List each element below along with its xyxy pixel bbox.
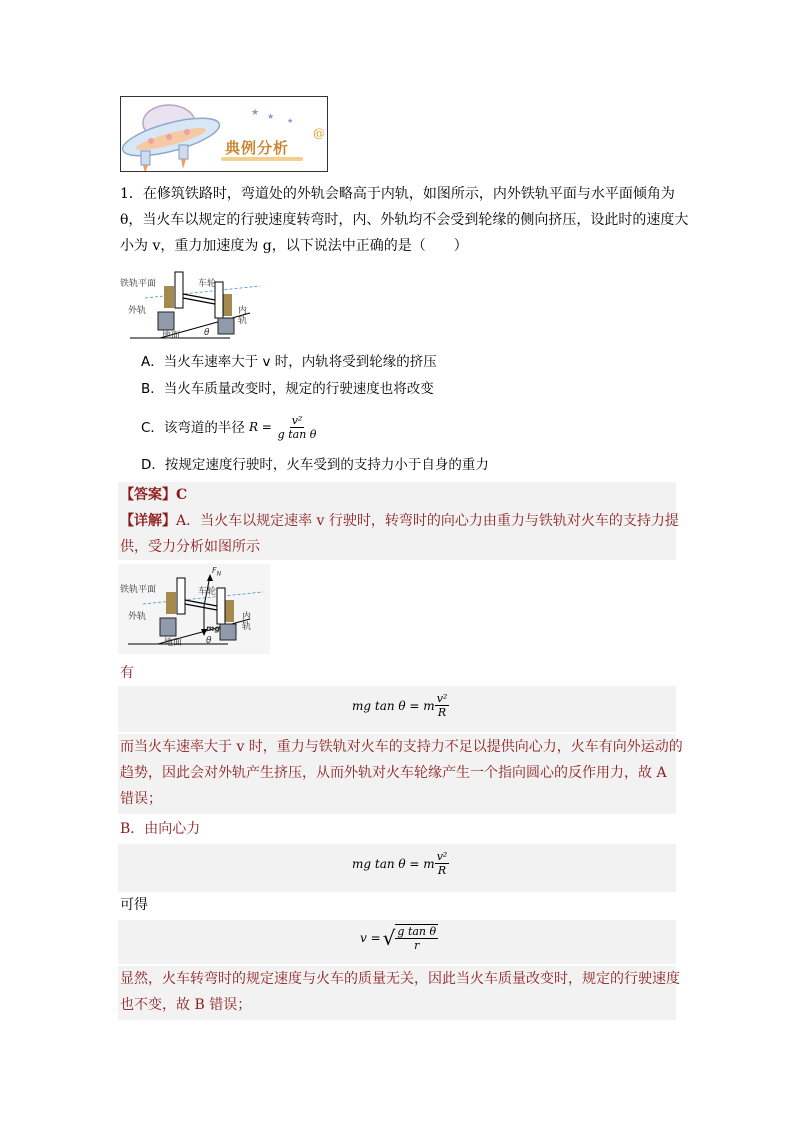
answer-label-text: 【答案】 <box>120 487 176 503</box>
section-banner <box>120 96 328 172</box>
fig2-label-rail-plane: 铁轨平面 <box>120 585 157 595</box>
question-line-2: θ，当火车以规定的行驶速度转弯时，内、外轨均不会受到轮缘的侧向挤压，设此时的速度大 <box>120 212 689 228</box>
option-d: D．按规定速度行驶时，火车受到的支持力小于自身的重力 <box>141 457 489 473</box>
option-b: B．当火车质量改变时，规定的行驶速度也将改变 <box>141 381 434 397</box>
formula-3 <box>360 924 438 952</box>
option-c-text: C．该弯道的半径 <box>141 419 245 436</box>
option-c-den: g tan θ <box>277 428 317 441</box>
option-c <box>141 414 318 441</box>
svg-text:★: ★ <box>267 112 275 121</box>
force-figure <box>118 564 270 654</box>
formula-2-fraction <box>435 850 450 877</box>
formula-2-den: R <box>437 864 447 877</box>
answer-label <box>120 482 187 508</box>
detail-label: 【详解】 <box>120 513 176 529</box>
rail-figure <box>120 268 270 340</box>
sqrt-icon: √ <box>382 926 396 950</box>
option-c-lhs: R = <box>248 420 272 434</box>
para-3-line-2: 也不变，故 B 错误； <box>120 997 252 1013</box>
label-theta: θ <box>204 328 210 338</box>
you-text: 有 <box>120 665 134 681</box>
fig2-label-fn: $F_N$ <box>212 566 222 578</box>
question-line-3: 小为 v，重力加速度为 g，以下说法中正确的是（ ） <box>120 238 468 254</box>
answer-value: C <box>176 487 188 503</box>
ufo-illustration-icon <box>121 97 328 172</box>
svg-text:★: ★ <box>251 108 260 118</box>
option-a: A．当火车速率大于 v 时，内轨将受到轮缘的挤压 <box>141 354 437 370</box>
label-outer-rail: 外轨 <box>128 306 147 316</box>
svg-text:@: @ <box>313 126 325 140</box>
b-head: B．由向心力 <box>120 821 201 837</box>
formula-2-lhs: mg tan θ = m <box>352 856 435 871</box>
para-2-line-2: 趋势，因此会对外轨产生挤压，从而外轨对火车轮缘产生一个指向圆心的反作用力，故 A <box>120 765 667 781</box>
para-2-line-3: 错误； <box>120 791 162 807</box>
formula-2-num: v² <box>436 850 448 863</box>
label-ground: 地面 <box>162 331 181 341</box>
fig2-label-outer: 外轨 <box>128 612 147 622</box>
fig2-label-ground: 地面 <box>164 638 183 648</box>
question-line-1: 1．在修筑铁路时，弯道处的外轨会略高于内轨，如图所示，内外铁轨平面与水平面倾角为 <box>120 186 675 202</box>
formula-3-num: g tan θ <box>397 925 437 938</box>
option-c-num: v² <box>291 414 303 427</box>
fig2-label-mg: mg <box>206 624 221 633</box>
banner-title: 典例分析 <box>225 139 290 157</box>
label-wheel: 车轮 <box>198 279 217 289</box>
formula-1 <box>352 692 449 719</box>
fig2-label-inner: 内轨 <box>242 612 252 632</box>
answer-row <box>118 482 676 508</box>
detail-line-1 <box>120 508 679 534</box>
formula-2 <box>352 850 449 877</box>
option-c-formula <box>249 414 318 441</box>
detail-line-2: 供，受力分析如图所示 <box>120 539 260 555</box>
formula-1-den: R <box>437 706 447 719</box>
option-c-fraction <box>276 414 319 441</box>
formula-3-fraction <box>395 924 438 952</box>
para-3-line-1: 显然，火车转弯时的规定速度与火车的质量无关，因此当火车质量改变时，规定的行驶速度 <box>120 971 680 987</box>
formula-3-den: r <box>414 939 420 952</box>
formula-3-lhs: v = <box>360 931 381 945</box>
kede-text: 可得 <box>120 897 148 913</box>
label-rail-plane: 铁轨平面 <box>120 279 157 289</box>
detail-text-1: A．当火车以规定速率 v 行驶时，转弯时的向心力由重力与铁轨对火车的支持力提 <box>176 513 679 529</box>
formula-1-lhs: mg tan θ = m <box>352 698 435 713</box>
formula-1-num: v² <box>436 692 448 705</box>
formula-1-fraction <box>435 692 450 719</box>
svg-text:★: ★ <box>287 117 294 125</box>
fig2-label-wheel: 车轮 <box>198 587 217 597</box>
label-inner-rail: 内轨 <box>238 306 248 326</box>
para-2-line-1: 而当火车速率大于 v 时，重力与铁轨对火车的支持力不足以提供向心力，火车有向外运动的 <box>120 739 683 755</box>
fig2-label-theta: θ <box>206 636 212 646</box>
